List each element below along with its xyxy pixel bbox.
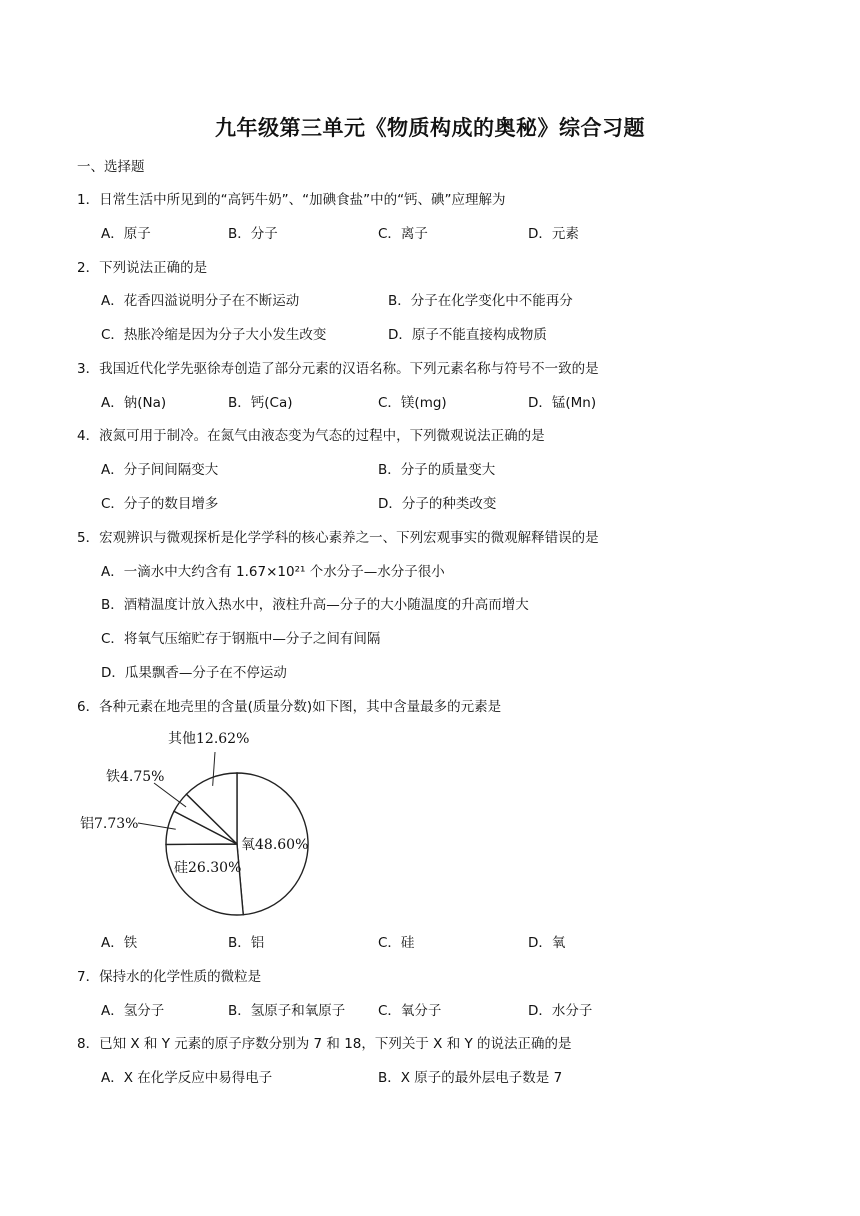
q5-option-b: B．酒精温度计放入热水中，液柱升高—分子的大小随温度的升高而增大 — [101, 597, 529, 613]
pie-slice-silicon — [166, 844, 243, 915]
q1-option-c: C．离子 — [378, 226, 428, 242]
q6-option-b: B．铝 — [228, 935, 265, 951]
q4-option-c: C．分子的数目增多 — [101, 496, 219, 512]
q3-option-a: A．钠(Na) — [101, 395, 167, 411]
q3-option-c: C．镁(mg) — [378, 395, 447, 411]
q7-option-b: B．氢原子和氧原子 — [228, 1003, 346, 1019]
q3-option-d: D．锰(Mn) — [528, 395, 597, 411]
q6-option-d: D．氧 — [528, 935, 566, 951]
q4-option-d: D．分子的种类改变 — [378, 496, 497, 512]
question-3-stem: 3．我国近代化学先驱徐寿创造了部分元素的汉语名称。下列元素名称与符号不一致的是 — [77, 361, 599, 377]
q7-option-c: C．氧分子 — [378, 1003, 442, 1019]
question-6-stem: 6．各种元素在地壳里的含量(质量分数)如下图，其中含量最多的元素是 — [77, 699, 502, 715]
q5-option-c: C．将氧气压缩贮存于钢瓶中—分子之间有间隔 — [101, 631, 381, 647]
question-4-stem: 4．液氮可用于制冷。在氮气由液态变为气态的过程中，下列微观说法正确的是 — [77, 428, 545, 444]
question-7-stem: 7．保持水的化学性质的微粒是 — [77, 969, 262, 985]
q1-option-b: B．分子 — [228, 226, 278, 242]
section-heading: 一、选择题 — [77, 159, 145, 175]
question-1-stem: 1．日常生活中所见到的“高钙牛奶”、“加碘食盐”中的“钙、碘”应理解为 — [77, 192, 506, 208]
q2-option-c: C．热胀冷缩是因为分子大小发生改变 — [101, 327, 327, 343]
pie-label-silicon: 硅26.30% — [174, 860, 242, 876]
q2-option-a: A．花香四溢说明分子在不断运动 — [101, 293, 300, 309]
q6-option-c: C．硅 — [378, 935, 415, 951]
q8-option-a: A．X 在化学反应中易得电子 — [101, 1070, 273, 1086]
q4-option-b: B．分子的质量变大 — [378, 462, 496, 478]
question-8-stem: 8．已知 X 和 Y 元素的原子序数分别为 7 和 18，下列关于 X 和 Y 的说法正确的是 — [77, 1036, 572, 1052]
q3-option-b: B．钙(Ca) — [228, 395, 293, 411]
page-title: 九年级第三单元《物质构成的奥秘》综合习题 — [215, 115, 645, 140]
q5-option-d: D．瓜果飘香—分子在不停运动 — [101, 665, 287, 681]
pie-label-iron: 铁4.75% — [106, 769, 165, 785]
q2-option-b: B．分子在化学变化中不能再分 — [388, 293, 573, 309]
q8-option-b: B．X 原子的最外层电子数是 7 — [378, 1070, 563, 1086]
q7-option-d: D．水分子 — [528, 1003, 593, 1019]
q6-option-a: A．铁 — [101, 935, 138, 951]
pie-label-oxygen: 氧48.60% — [241, 837, 309, 853]
q1-option-d: D．元素 — [528, 226, 579, 242]
question-5-stem: 5．宏观辨识与微观探析是化学学科的核心素养之一、下列宏观事实的微观解释错误的是 — [77, 530, 599, 546]
question-2-stem: 2．下列说法正确的是 — [77, 260, 208, 276]
q1-option-a: A．原子 — [101, 226, 151, 242]
pie-label-aluminum: 铝7.73% — [80, 816, 139, 832]
q2-option-d: D．原子不能直接构成物质 — [388, 327, 547, 343]
q7-option-a: A．氢分子 — [101, 1003, 165, 1019]
q5-option-a: A．一滴水中大约含有 1.67×10²¹ 个水分子—水分子很小 — [101, 564, 445, 580]
q4-option-a: A．分子间间隔变大 — [101, 462, 219, 478]
crust-element-pie-chart — [70, 722, 330, 932]
leader-line-iron — [154, 783, 186, 807]
pie-label-other: 其他12.62% — [168, 731, 250, 747]
